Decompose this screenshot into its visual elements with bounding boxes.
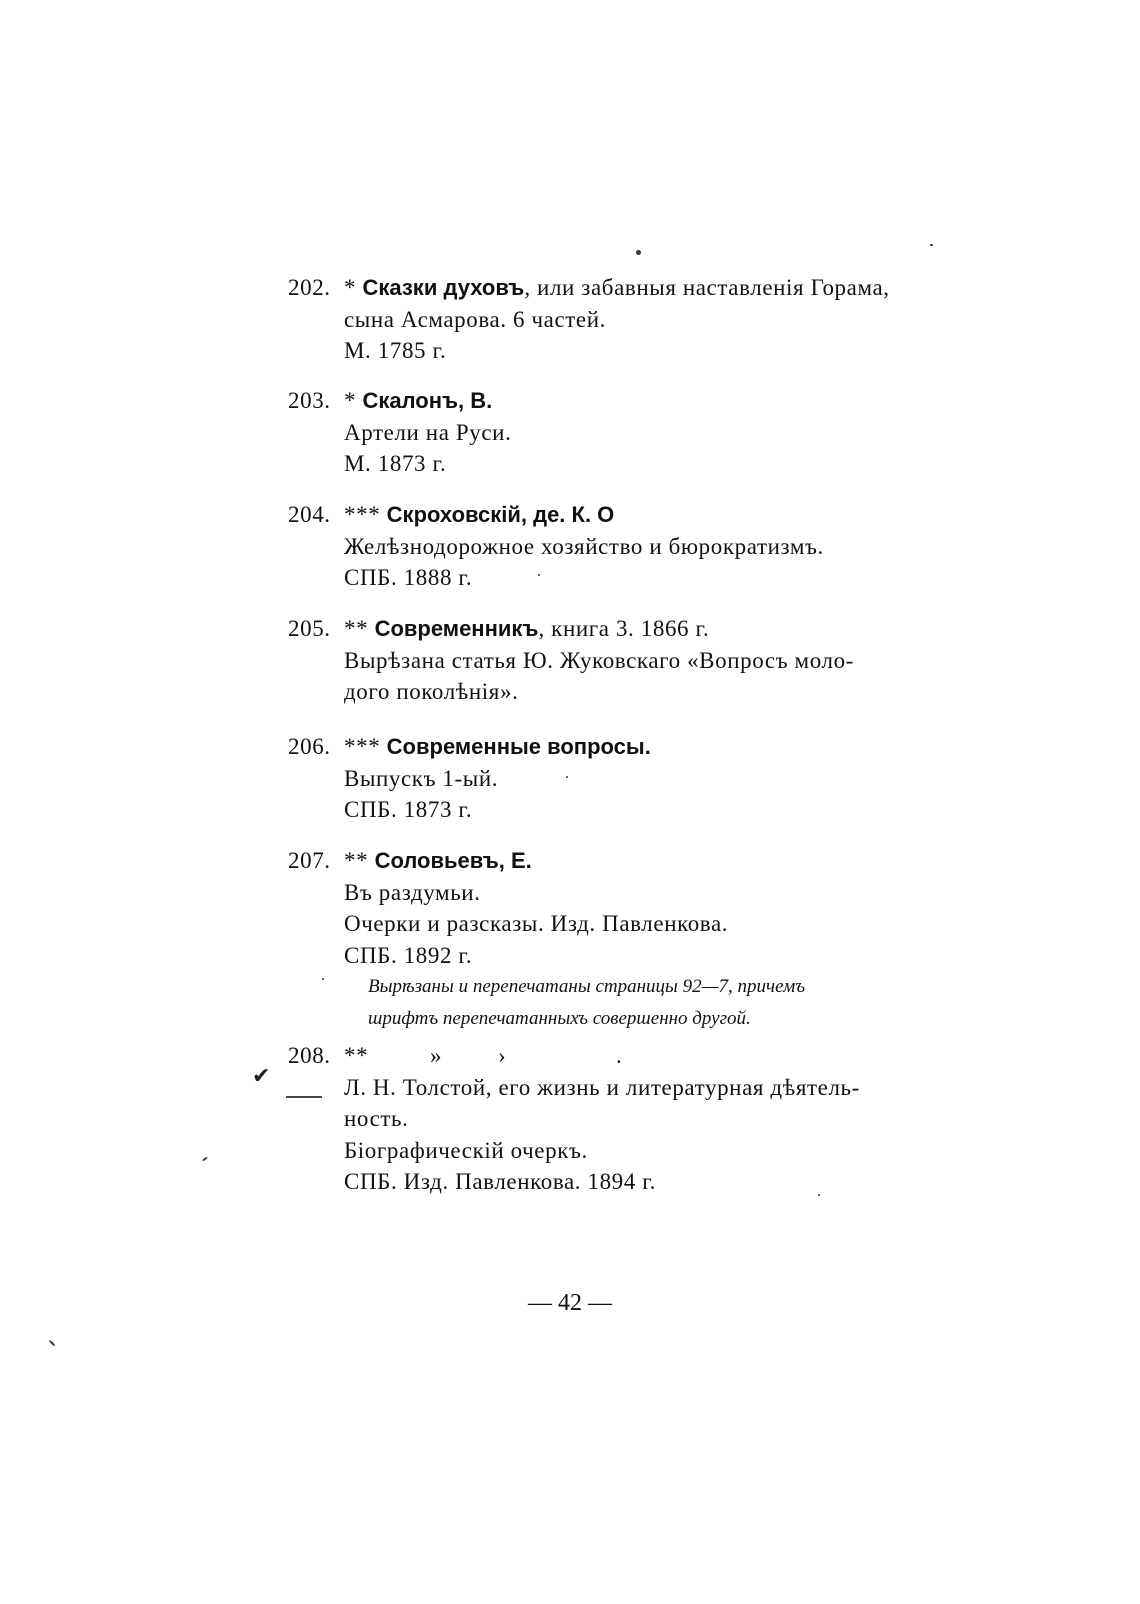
entry-heading-rest: , или забавныя наставленія Горама, — [524, 275, 890, 300]
entry-line: дого поколѣнія». — [344, 679, 519, 704]
entry-203 — [288, 385, 928, 480]
scan-speck — [930, 244, 933, 246]
scan-speck — [202, 1156, 208, 1161]
entry-number: 205. — [288, 616, 331, 641]
entry-206 — [288, 731, 928, 826]
entry-heading: Скроховскій, де. К. О — [386, 502, 615, 527]
entry-line: ность. — [344, 1106, 409, 1131]
entry-line: М. 1873 г. — [344, 451, 447, 476]
entry-line: Очерки и разсказы. Изд. Павленкова. — [344, 911, 729, 936]
check-mark-icon: ✔ — [252, 1064, 271, 1089]
entry-heading: Сказки духовъ — [362, 275, 525, 300]
entry-number: 207. — [288, 848, 331, 873]
entry-205 — [288, 613, 928, 708]
entry-line: СПБ. Изд. Павленкова. 1894 г. — [344, 1169, 657, 1194]
pencil-underline — [286, 1096, 322, 1098]
entry-line: сына Асмарова. 6 частей. — [344, 306, 606, 332]
scan-speck — [48, 1339, 55, 1346]
ditto-mark: . — [616, 1043, 623, 1068]
entry-note: Вырѣзаны и перепечатаны страницы 92—7, причемъ — [368, 976, 806, 997]
entry-heading: Скалонъ, В. — [362, 388, 493, 413]
entry-line: СПБ. 1892 г. — [344, 942, 473, 968]
entry-heading-rest: , книга 3. 1866 г. — [538, 616, 710, 641]
entry-number: 208. — [288, 1043, 331, 1068]
entry-208 — [288, 1040, 928, 1198]
entry-stars: *** — [344, 502, 381, 527]
entry-line: СПБ. 1888 г. — [344, 565, 473, 590]
scan-speck — [538, 574, 540, 576]
entry-heading: Соловьевъ, Е. — [374, 848, 532, 873]
entry-line: Вырѣзана статья Ю. Жуковскаго «Вопросъ моло- — [344, 647, 854, 673]
entry-note: шрифтъ перепечатанныхъ совершенно другой. — [368, 1008, 751, 1029]
entry-line: СПБ. 1873 г. — [344, 797, 473, 822]
entry-number: 202. — [288, 275, 331, 300]
entry-202 — [288, 272, 928, 367]
scan-speck — [322, 978, 324, 980]
entry-number: 204. — [288, 502, 331, 527]
scan-speck — [818, 1194, 820, 1196]
entry-204 — [288, 499, 928, 594]
scan-speck — [636, 250, 641, 255]
entry-heading: Современникъ — [374, 616, 539, 641]
entry-line: Біографическій очеркъ. — [344, 1137, 588, 1163]
entry-number: 203. — [288, 388, 331, 413]
ditto-mark: » — [430, 1043, 443, 1068]
scan-speck — [566, 776, 568, 778]
entry-line: Выпускъ 1-ый. — [344, 765, 499, 791]
entry-stars: * — [344, 275, 357, 300]
entry-line: Въ раздумьи. — [344, 879, 481, 905]
entry-line: Артели на Руси. — [344, 419, 512, 445]
entry-stars: * — [344, 388, 357, 413]
entry-line: Л. Н. Толстой, его жизнь и литературная дѣятель- — [344, 1074, 860, 1100]
entry-stars: *** — [344, 734, 381, 759]
page-number: — 42 — — [528, 1290, 612, 1316]
entry-207 — [288, 845, 928, 1035]
entry-stars: ** — [344, 848, 369, 873]
entry-stars: ** — [344, 616, 369, 641]
ditto-mark: › — [498, 1043, 507, 1068]
entry-number: 206. — [288, 734, 331, 759]
entry-line: М. 1785 г. — [344, 338, 447, 363]
entry-heading: Современные вопросы. — [386, 734, 651, 759]
entry-stars: ** — [344, 1043, 369, 1068]
entry-line: Желѣзнодорожное хозяйство и бюрократизмъ. — [344, 533, 824, 559]
